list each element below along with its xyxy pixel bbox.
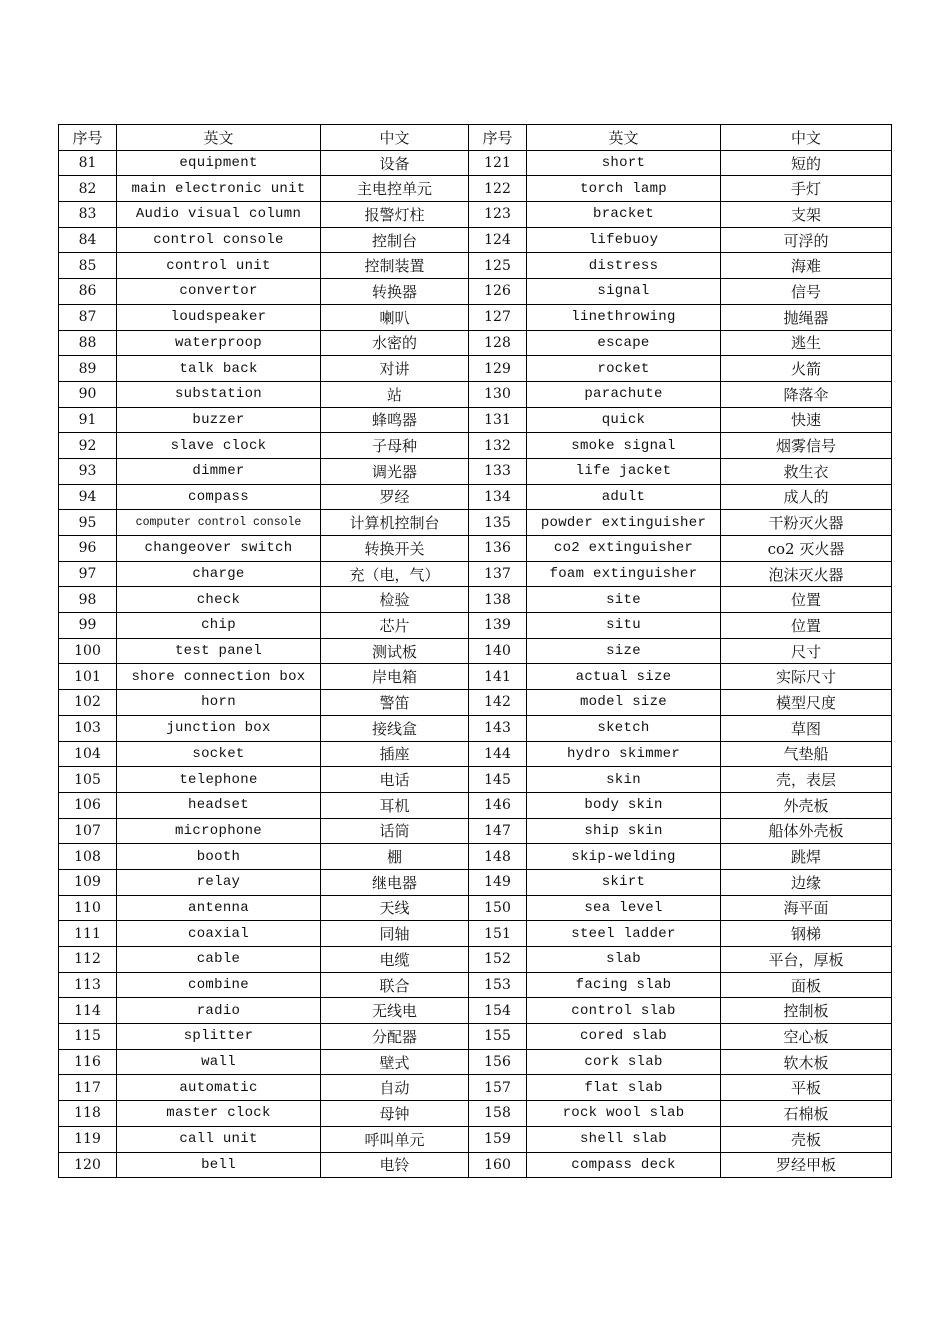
- table-row: [59, 150, 892, 176]
- cell-english-right: co2 extinguisher: [527, 536, 721, 562]
- cell-index-right: 122: [469, 176, 527, 202]
- table-row: [59, 227, 892, 253]
- cell-english-right: facing slab: [527, 972, 721, 998]
- cell-chinese-right: 平板: [721, 1075, 892, 1101]
- table-row: [59, 921, 892, 947]
- cell-chinese-left: 站: [321, 381, 469, 407]
- cell-index-left: 84: [59, 227, 117, 253]
- table-row: [59, 202, 892, 228]
- cell-index-right: 154: [469, 998, 527, 1024]
- cell-index-left: 102: [59, 690, 117, 716]
- cell-index-right: 136: [469, 536, 527, 562]
- cell-index-left: 117: [59, 1075, 117, 1101]
- cell-english-left: control console: [117, 227, 321, 253]
- cell-index-right: 152: [469, 947, 527, 973]
- cell-index-left: 94: [59, 484, 117, 510]
- cell-chinese-right: 短的: [721, 150, 892, 176]
- cell-chinese-left: 水密的: [321, 330, 469, 356]
- table-row: [59, 561, 892, 587]
- cell-english-right: short: [527, 150, 721, 176]
- table-row: [59, 1101, 892, 1127]
- cell-english-right: cored slab: [527, 1024, 721, 1050]
- header-english-right: 英文: [527, 125, 721, 151]
- table-row: [59, 741, 892, 767]
- header-chinese-left: 中文: [321, 125, 469, 151]
- cell-english-left: Audio visual column: [117, 202, 321, 228]
- cell-english-left: chip: [117, 613, 321, 639]
- cell-index-right: 151: [469, 921, 527, 947]
- cell-index-right: 146: [469, 792, 527, 818]
- table-row: [59, 664, 892, 690]
- cell-chinese-left: 转换器: [321, 279, 469, 305]
- cell-chinese-right: 控制板: [721, 998, 892, 1024]
- table-row: [59, 484, 892, 510]
- table-row: [59, 1152, 892, 1178]
- cell-chinese-right: 跳焊: [721, 844, 892, 870]
- table-row: [59, 613, 892, 639]
- cell-chinese-right: 救生衣: [721, 458, 892, 484]
- table-row: [59, 176, 892, 202]
- cell-index-right: 143: [469, 715, 527, 741]
- cell-chinese-left: 设备: [321, 150, 469, 176]
- table-row: [59, 330, 892, 356]
- cell-english-right: site: [527, 587, 721, 613]
- cell-index-right: 133: [469, 458, 527, 484]
- cell-english-left: control unit: [117, 253, 321, 279]
- table-row: [59, 536, 892, 562]
- cell-chinese-left: 自动: [321, 1075, 469, 1101]
- cell-english-right: steel ladder: [527, 921, 721, 947]
- cell-chinese-left: 呼叫单元: [321, 1126, 469, 1152]
- header-chinese-right: 中文: [721, 125, 892, 151]
- cell-index-left: 88: [59, 330, 117, 356]
- cell-index-left: 93: [59, 458, 117, 484]
- cell-chinese-right: 尺寸: [721, 638, 892, 664]
- cell-index-left: 95: [59, 510, 117, 536]
- cell-english-left: microphone: [117, 818, 321, 844]
- cell-english-right: situ: [527, 613, 721, 639]
- cell-chinese-left: 壁式: [321, 1049, 469, 1075]
- cell-chinese-left: 喇叭: [321, 304, 469, 330]
- cell-index-right: 144: [469, 741, 527, 767]
- cell-index-right: 147: [469, 818, 527, 844]
- cell-english-left: booth: [117, 844, 321, 870]
- cell-index-right: 131: [469, 407, 527, 433]
- cell-chinese-right: 泡沫灭火器: [721, 561, 892, 587]
- cell-index-right: 157: [469, 1075, 527, 1101]
- header-english-left: 英文: [117, 125, 321, 151]
- cell-index-left: 103: [59, 715, 117, 741]
- cell-english-left: equipment: [117, 150, 321, 176]
- cell-index-left: 116: [59, 1049, 117, 1075]
- table-row: [59, 356, 892, 382]
- table-row: [59, 433, 892, 459]
- table-row: [59, 279, 892, 305]
- cell-chinese-left: 调光器: [321, 458, 469, 484]
- cell-index-left: 89: [59, 356, 117, 382]
- cell-english-left: cable: [117, 947, 321, 973]
- cell-chinese-right: 草图: [721, 715, 892, 741]
- cell-chinese-right: 成人的: [721, 484, 892, 510]
- cell-index-right: 150: [469, 895, 527, 921]
- cell-chinese-right: 海平面: [721, 895, 892, 921]
- cell-index-right: 129: [469, 356, 527, 382]
- cell-index-right: 135: [469, 510, 527, 536]
- cell-index-left: 100: [59, 638, 117, 664]
- cell-english-left: bell: [117, 1152, 321, 1178]
- cell-chinese-right: 干粉灭火器: [721, 510, 892, 536]
- cell-english-right: distress: [527, 253, 721, 279]
- cell-index-right: 140: [469, 638, 527, 664]
- table-row: [59, 1049, 892, 1075]
- cell-english-right: parachute: [527, 381, 721, 407]
- cell-index-left: 107: [59, 818, 117, 844]
- cell-english-left: slave clock: [117, 433, 321, 459]
- cell-chinese-left: 电话: [321, 767, 469, 793]
- cell-chinese-right: 快速: [721, 407, 892, 433]
- cell-english-right: escape: [527, 330, 721, 356]
- cell-chinese-right: 平台，厚板: [721, 947, 892, 973]
- table-row: [59, 767, 892, 793]
- cell-index-left: 110: [59, 895, 117, 921]
- table-row: [59, 381, 892, 407]
- cell-chinese-right: co2 灭火器: [721, 536, 892, 562]
- cell-index-right: 126: [469, 279, 527, 305]
- cell-index-right: 145: [469, 767, 527, 793]
- cell-english-right: torch lamp: [527, 176, 721, 202]
- cell-chinese-right: 手灯: [721, 176, 892, 202]
- cell-index-left: 91: [59, 407, 117, 433]
- cell-chinese-left: 接线盒: [321, 715, 469, 741]
- cell-english-right: control slab: [527, 998, 721, 1024]
- cell-chinese-left: 联合: [321, 972, 469, 998]
- table-row: [59, 304, 892, 330]
- table-row: [59, 1126, 892, 1152]
- table-row: [59, 869, 892, 895]
- cell-english-left: main electronic unit: [117, 176, 321, 202]
- cell-chinese-right: 烟雾信号: [721, 433, 892, 459]
- cell-index-left: 83: [59, 202, 117, 228]
- cell-chinese-right: 降落伞: [721, 381, 892, 407]
- cell-chinese-right: 船体外壳板: [721, 818, 892, 844]
- cell-english-right: ship skin: [527, 818, 721, 844]
- table-row: [59, 1024, 892, 1050]
- table-row: [59, 407, 892, 433]
- cell-index-right: 132: [469, 433, 527, 459]
- cell-english-left: shore connection box: [117, 664, 321, 690]
- table-row: [59, 844, 892, 870]
- cell-index-right: 160: [469, 1152, 527, 1178]
- cell-english-left: dimmer: [117, 458, 321, 484]
- cell-chinese-left: 警笛: [321, 690, 469, 716]
- cell-index-right: 142: [469, 690, 527, 716]
- cell-english-left: master clock: [117, 1101, 321, 1127]
- cell-english-right: skip-welding: [527, 844, 721, 870]
- cell-index-left: 81: [59, 150, 117, 176]
- cell-chinese-right: 外壳板: [721, 792, 892, 818]
- cell-english-left: headset: [117, 792, 321, 818]
- cell-chinese-left: 计算机控制台: [321, 510, 469, 536]
- cell-english-left: computer control console: [117, 510, 321, 536]
- cell-index-right: 127: [469, 304, 527, 330]
- cell-english-right: skirt: [527, 869, 721, 895]
- cell-index-left: 114: [59, 998, 117, 1024]
- cell-chinese-left: 主电控单元: [321, 176, 469, 202]
- cell-index-right: 141: [469, 664, 527, 690]
- cell-chinese-right: 抛绳器: [721, 304, 892, 330]
- cell-english-left: automatic: [117, 1075, 321, 1101]
- cell-english-right: sketch: [527, 715, 721, 741]
- header-index-left: 序号: [59, 125, 117, 151]
- cell-chinese-left: 岸电箱: [321, 664, 469, 690]
- cell-chinese-right: 位置: [721, 587, 892, 613]
- cell-index-right: 130: [469, 381, 527, 407]
- cell-chinese-left: 充（电，气）: [321, 561, 469, 587]
- cell-english-right: hydro skimmer: [527, 741, 721, 767]
- cell-english-left: coaxial: [117, 921, 321, 947]
- cell-chinese-right: 实际尺寸: [721, 664, 892, 690]
- cell-index-right: 121: [469, 150, 527, 176]
- cell-chinese-left: 分配器: [321, 1024, 469, 1050]
- cell-chinese-right: 位置: [721, 613, 892, 639]
- cell-chinese-right: 面板: [721, 972, 892, 998]
- cell-index-right: 137: [469, 561, 527, 587]
- cell-english-left: call unit: [117, 1126, 321, 1152]
- cell-chinese-right: 壳板: [721, 1126, 892, 1152]
- cell-english-left: relay: [117, 869, 321, 895]
- cell-chinese-right: 海难: [721, 253, 892, 279]
- cell-index-right: 128: [469, 330, 527, 356]
- cell-english-left: antenna: [117, 895, 321, 921]
- cell-index-left: 118: [59, 1101, 117, 1127]
- cell-chinese-left: 控制装置: [321, 253, 469, 279]
- cell-english-right: lifebuoy: [527, 227, 721, 253]
- cell-index-right: 148: [469, 844, 527, 870]
- cell-index-left: 113: [59, 972, 117, 998]
- cell-index-right: 149: [469, 869, 527, 895]
- cell-index-left: 115: [59, 1024, 117, 1050]
- cell-english-left: changeover switch: [117, 536, 321, 562]
- cell-english-left: talk back: [117, 356, 321, 382]
- cell-index-right: 123: [469, 202, 527, 228]
- table-row: [59, 638, 892, 664]
- cell-chinese-left: 电缆: [321, 947, 469, 973]
- cell-chinese-left: 芯片: [321, 613, 469, 639]
- cell-index-left: 96: [59, 536, 117, 562]
- cell-english-left: substation: [117, 381, 321, 407]
- glossary-table: [58, 124, 892, 1178]
- cell-english-left: compass: [117, 484, 321, 510]
- cell-chinese-right: 可浮的: [721, 227, 892, 253]
- cell-english-right: rock wool slab: [527, 1101, 721, 1127]
- cell-english-right: bracket: [527, 202, 721, 228]
- table-row: [59, 792, 892, 818]
- cell-index-left: 120: [59, 1152, 117, 1178]
- cell-index-right: 153: [469, 972, 527, 998]
- cell-chinese-left: 蜂鸣器: [321, 407, 469, 433]
- cell-index-right: 158: [469, 1101, 527, 1127]
- cell-chinese-right: 钢梯: [721, 921, 892, 947]
- table-row: [59, 947, 892, 973]
- cell-chinese-left: 棚: [321, 844, 469, 870]
- table-row: [59, 510, 892, 536]
- cell-index-left: 108: [59, 844, 117, 870]
- cell-english-left: convertor: [117, 279, 321, 305]
- cell-index-left: 101: [59, 664, 117, 690]
- cell-index-left: 119: [59, 1126, 117, 1152]
- cell-chinese-left: 检验: [321, 587, 469, 613]
- cell-english-right: model size: [527, 690, 721, 716]
- cell-english-right: foam extinguisher: [527, 561, 721, 587]
- cell-english-right: life jacket: [527, 458, 721, 484]
- cell-english-right: actual size: [527, 664, 721, 690]
- table-row: [59, 715, 892, 741]
- cell-index-right: 138: [469, 587, 527, 613]
- cell-english-right: sea level: [527, 895, 721, 921]
- table-row: [59, 458, 892, 484]
- cell-index-left: 99: [59, 613, 117, 639]
- cell-index-left: 85: [59, 253, 117, 279]
- cell-english-right: linethrowing: [527, 304, 721, 330]
- cell-english-right: cork slab: [527, 1049, 721, 1075]
- cell-english-right: shell slab: [527, 1126, 721, 1152]
- cell-english-left: wall: [117, 1049, 321, 1075]
- cell-index-left: 86: [59, 279, 117, 305]
- cell-english-right: powder extinguisher: [527, 510, 721, 536]
- cell-english-left: test panel: [117, 638, 321, 664]
- cell-index-right: 139: [469, 613, 527, 639]
- cell-chinese-right: 边缘: [721, 869, 892, 895]
- cell-english-left: loudspeaker: [117, 304, 321, 330]
- cell-chinese-left: 测试板: [321, 638, 469, 664]
- header-row: [59, 125, 892, 151]
- cell-index-left: 90: [59, 381, 117, 407]
- cell-index-left: 105: [59, 767, 117, 793]
- cell-index-left: 109: [59, 869, 117, 895]
- cell-english-right: flat slab: [527, 1075, 721, 1101]
- cell-chinese-left: 电铃: [321, 1152, 469, 1178]
- cell-english-right: skin: [527, 767, 721, 793]
- cell-chinese-left: 子母种: [321, 433, 469, 459]
- cell-english-left: check: [117, 587, 321, 613]
- cell-index-left: 112: [59, 947, 117, 973]
- cell-index-right: 134: [469, 484, 527, 510]
- cell-chinese-left: 报警灯柱: [321, 202, 469, 228]
- table-row: [59, 818, 892, 844]
- cell-index-left: 87: [59, 304, 117, 330]
- cell-english-right: quick: [527, 407, 721, 433]
- cell-english-left: waterproop: [117, 330, 321, 356]
- table-row: [59, 253, 892, 279]
- cell-chinese-left: 插座: [321, 741, 469, 767]
- cell-chinese-left: 对讲: [321, 356, 469, 382]
- cell-chinese-right: 气垫船: [721, 741, 892, 767]
- table-row: [59, 690, 892, 716]
- cell-chinese-left: 耳机: [321, 792, 469, 818]
- cell-index-left: 111: [59, 921, 117, 947]
- cell-english-right: signal: [527, 279, 721, 305]
- cell-chinese-right: 壳，表层: [721, 767, 892, 793]
- cell-chinese-left: 转换开关: [321, 536, 469, 562]
- cell-english-left: telephone: [117, 767, 321, 793]
- cell-english-left: socket: [117, 741, 321, 767]
- cell-chinese-left: 继电器: [321, 869, 469, 895]
- cell-english-left: horn: [117, 690, 321, 716]
- cell-index-right: 155: [469, 1024, 527, 1050]
- cell-index-right: 125: [469, 253, 527, 279]
- cell-english-right: slab: [527, 947, 721, 973]
- cell-chinese-right: 模型尺度: [721, 690, 892, 716]
- table-row: [59, 972, 892, 998]
- cell-english-left: splitter: [117, 1024, 321, 1050]
- cell-index-left: 97: [59, 561, 117, 587]
- cell-chinese-left: 母钟: [321, 1101, 469, 1127]
- cell-chinese-right: 空心板: [721, 1024, 892, 1050]
- cell-index-right: 159: [469, 1126, 527, 1152]
- cell-chinese-left: 无线电: [321, 998, 469, 1024]
- cell-chinese-right: 火箭: [721, 356, 892, 382]
- cell-chinese-right: 软木板: [721, 1049, 892, 1075]
- cell-chinese-right: 石棉板: [721, 1101, 892, 1127]
- cell-chinese-left: 控制台: [321, 227, 469, 253]
- cell-chinese-right: 信号: [721, 279, 892, 305]
- cell-english-right: size: [527, 638, 721, 664]
- table-row: [59, 1075, 892, 1101]
- cell-english-right: compass deck: [527, 1152, 721, 1178]
- cell-index-right: 156: [469, 1049, 527, 1075]
- cell-english-left: buzzer: [117, 407, 321, 433]
- cell-english-right: smoke signal: [527, 433, 721, 459]
- cell-chinese-left: 天线: [321, 895, 469, 921]
- cell-english-right: adult: [527, 484, 721, 510]
- cell-chinese-left: 话筒: [321, 818, 469, 844]
- cell-english-left: radio: [117, 998, 321, 1024]
- table-body: [59, 150, 892, 1178]
- cell-english-left: junction box: [117, 715, 321, 741]
- cell-index-left: 104: [59, 741, 117, 767]
- table-row: [59, 587, 892, 613]
- cell-index-left: 98: [59, 587, 117, 613]
- cell-chinese-right: 逃生: [721, 330, 892, 356]
- cell-index-right: 124: [469, 227, 527, 253]
- cell-chinese-right: 支架: [721, 202, 892, 228]
- cell-english-right: body skin: [527, 792, 721, 818]
- cell-chinese-left: 同轴: [321, 921, 469, 947]
- table-row: [59, 998, 892, 1024]
- cell-english-right: rocket: [527, 356, 721, 382]
- cell-chinese-left: 罗经: [321, 484, 469, 510]
- cell-english-left: combine: [117, 972, 321, 998]
- cell-index-left: 106: [59, 792, 117, 818]
- header-index-right: 序号: [469, 125, 527, 151]
- cell-chinese-right: 罗经甲板: [721, 1152, 892, 1178]
- cell-index-left: 82: [59, 176, 117, 202]
- cell-index-left: 92: [59, 433, 117, 459]
- cell-english-left: charge: [117, 561, 321, 587]
- table-row: [59, 895, 892, 921]
